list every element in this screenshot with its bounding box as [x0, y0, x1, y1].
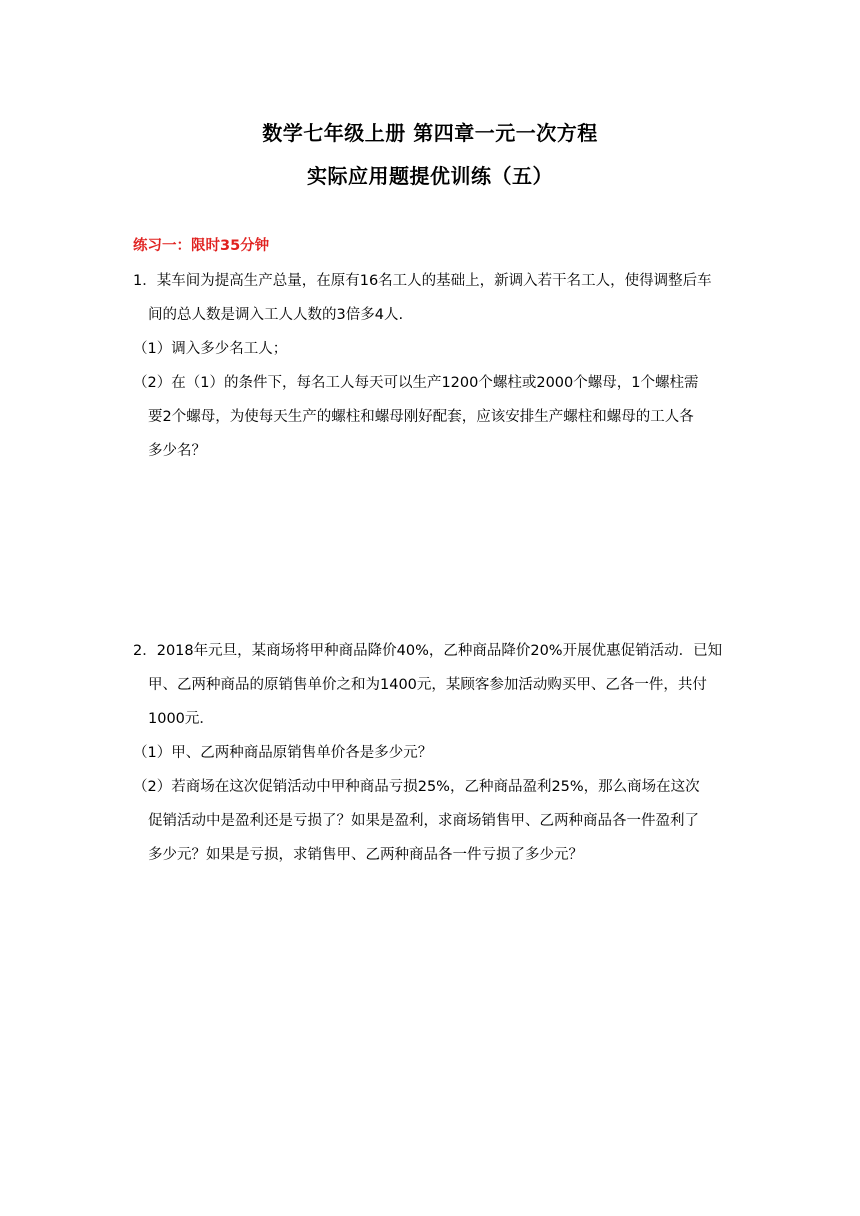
question-1-line: 要2个螺母，为使每天生产的螺柱和螺母刚好配套，应该安排生产螺柱和螺母的工人各	[148, 409, 694, 425]
question-1	[133, 264, 743, 468]
question-2-part-1: （1）甲、乙两种商品原销售单价各是多少元？	[133, 745, 433, 761]
question-2-part-2: （2）若商场在这次促销活动中甲种商品亏损25%，乙种商品盈利25%，那么商场在这次	[133, 779, 700, 795]
page-subtitle: 实际应用题提优训练（五）	[307, 164, 553, 188]
question-1-part-2: （2）在（1）的条件下，每名工人每天可以生产1200个螺柱或2000个螺母，1个螺柱需	[133, 375, 699, 391]
question-2-line: 2．2018年元旦，某商场将甲种商品降价40%，乙种商品降价20%开展优惠促销活动．已知	[133, 643, 723, 659]
question-1-line: 1．某车间为提高生产总量，在原有16名工人的基础上，新调入若干名工人，使得调整后车	[133, 273, 712, 289]
question-2-line: 甲、乙两种商品的原销售单价之和为1400元，某顾客参加活动购买甲、乙各一件，共付	[148, 677, 707, 693]
question-1-line: 多少名？	[148, 443, 206, 459]
question-1-part-1: （1）调入多少名工人；	[133, 341, 288, 357]
question-1-line: 间的总人数是调入工人人数的3倍多4人.	[148, 307, 404, 323]
question-2-line: 1000元．	[148, 711, 214, 727]
page-title: 数学七年级上册 第四章一元一次方程	[262, 121, 598, 145]
section-label: 练习一：限时35分钟	[133, 238, 270, 254]
question-2-line: 促销活动中是盈利还是亏损了？如果是盈利，求商场销售甲、乙两种商品各一件盈利了	[148, 813, 699, 829]
question-2	[133, 634, 743, 872]
question-2-line: 多少元？如果是亏损，求销售甲、乙两种商品各一件亏损了多少元？	[148, 847, 583, 863]
